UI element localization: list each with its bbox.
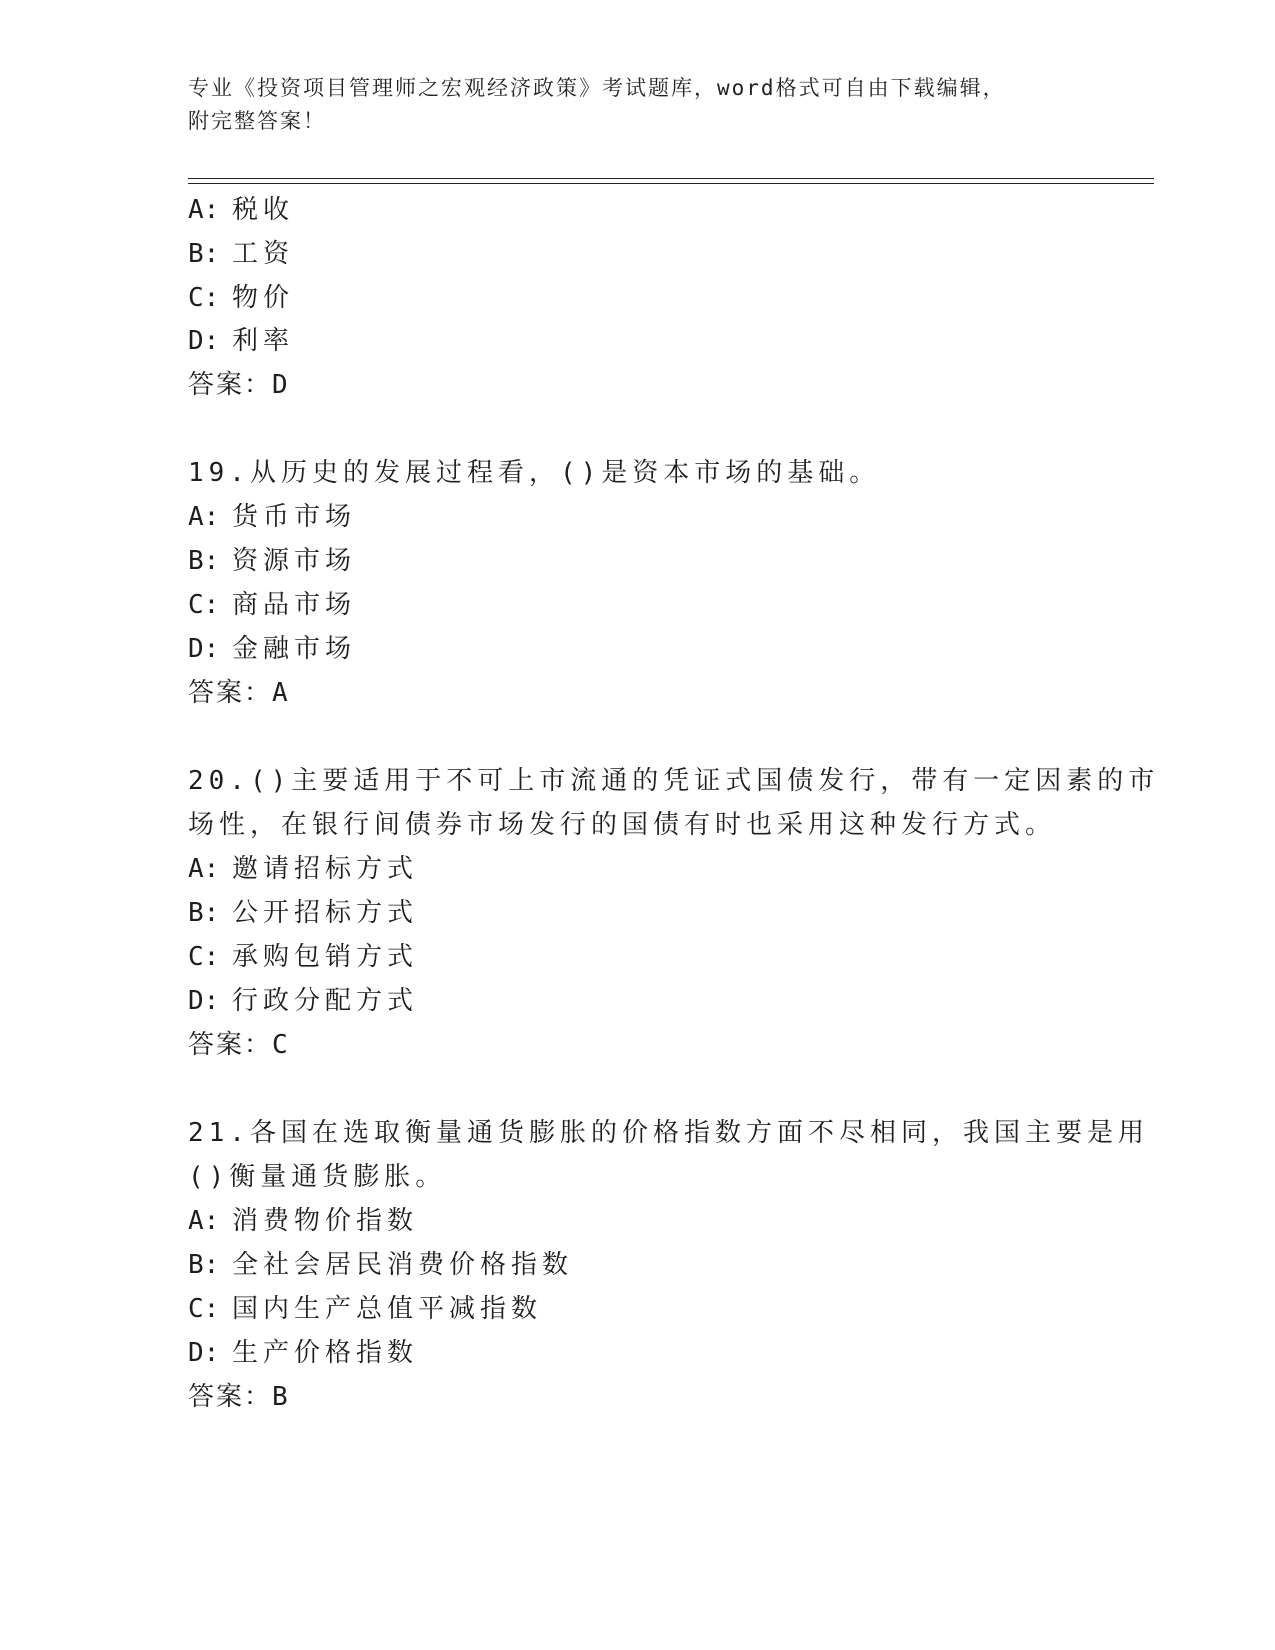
q18-option-d <box>188 323 294 359</box>
q21-option-c <box>188 1291 542 1327</box>
q21-option-b <box>188 1247 573 1283</box>
q19-stem: 19.从历史的发展过程看，()是资本市场的基础。 <box>188 458 881 488</box>
option-text: 承购包销方式 <box>232 942 419 972</box>
q18-option-a <box>188 192 294 228</box>
q20-stem-line-1: 20.()主要适用于不可上市流通的凭证式国债发行，带有一定因素的市 <box>188 766 1160 796</box>
q19-answer: 答案：A <box>188 678 290 708</box>
q19-option-c <box>188 587 356 623</box>
option-key: A: <box>188 502 220 532</box>
option-key: B: <box>188 1250 220 1280</box>
q21-stem-line-1: 21.各国在选取衡量通货膨胀的价格指数方面不尽相同，我国主要是用 <box>188 1118 1149 1148</box>
q21-option-d <box>188 1335 418 1371</box>
option-key: D: <box>188 986 220 1016</box>
option-key: C: <box>188 283 220 313</box>
option-text: 消费物价指数 <box>232 1206 419 1236</box>
document-header <box>188 72 1088 138</box>
q20-option-b <box>188 895 418 931</box>
option-text: 工资 <box>232 239 295 269</box>
option-text: 公开招标方式 <box>232 898 419 928</box>
option-key: D: <box>188 1338 220 1368</box>
option-key: D: <box>188 634 220 664</box>
option-text: 行政分配方式 <box>232 986 419 1016</box>
q20-option-d <box>188 983 418 1019</box>
q18-answer: 答案：D <box>188 370 290 400</box>
header-divider-top <box>188 178 1154 179</box>
q19-option-b <box>188 543 356 579</box>
q21-option-a <box>188 1203 418 1239</box>
q20-option-a <box>188 851 418 887</box>
option-key: C: <box>188 1294 220 1324</box>
q18-option-b <box>188 236 294 272</box>
option-text: 金融市场 <box>232 634 357 664</box>
q19-option-d <box>188 631 356 667</box>
option-key: A: <box>188 195 220 225</box>
option-key: B: <box>188 546 220 576</box>
option-text: 国内生产总值平减指数 <box>232 1294 543 1324</box>
option-key: D: <box>188 326 220 356</box>
header-line-2: 附完整答案！ <box>188 109 326 133</box>
option-key: A: <box>188 1206 220 1236</box>
option-key: A: <box>188 854 220 884</box>
option-text: 资源市场 <box>232 546 357 576</box>
option-key: C: <box>188 590 220 620</box>
option-text: 商品市场 <box>232 590 357 620</box>
option-key: B: <box>188 239 220 269</box>
q21-stem-line-2: ()衡量通货膨胀。 <box>188 1162 447 1192</box>
q20-option-c <box>188 939 418 975</box>
option-key: C: <box>188 942 220 972</box>
header-divider-bottom <box>188 183 1154 184</box>
option-text: 邀请招标方式 <box>232 854 419 884</box>
option-text: 货币市场 <box>232 502 357 532</box>
option-text: 利率 <box>232 326 295 356</box>
option-text: 生产价格指数 <box>232 1338 419 1368</box>
option-text: 物价 <box>232 283 295 313</box>
q20-answer: 答案：C <box>188 1030 290 1060</box>
q20-stem-line-2: 场性，在银行间债券市场发行的国债有时也采用这种发行方式。 <box>188 810 1057 840</box>
option-key: B: <box>188 898 220 928</box>
option-text: 税收 <box>232 195 295 225</box>
q21-answer: 答案：B <box>188 1382 290 1412</box>
option-text: 全社会居民消费价格指数 <box>232 1250 574 1280</box>
header-line-1: 专业《投资项目管理师之宏观经济政策》考试题库，word格式可自由下载编辑， <box>188 76 1006 100</box>
q19-option-a <box>188 499 356 535</box>
q18-option-c <box>188 280 294 316</box>
